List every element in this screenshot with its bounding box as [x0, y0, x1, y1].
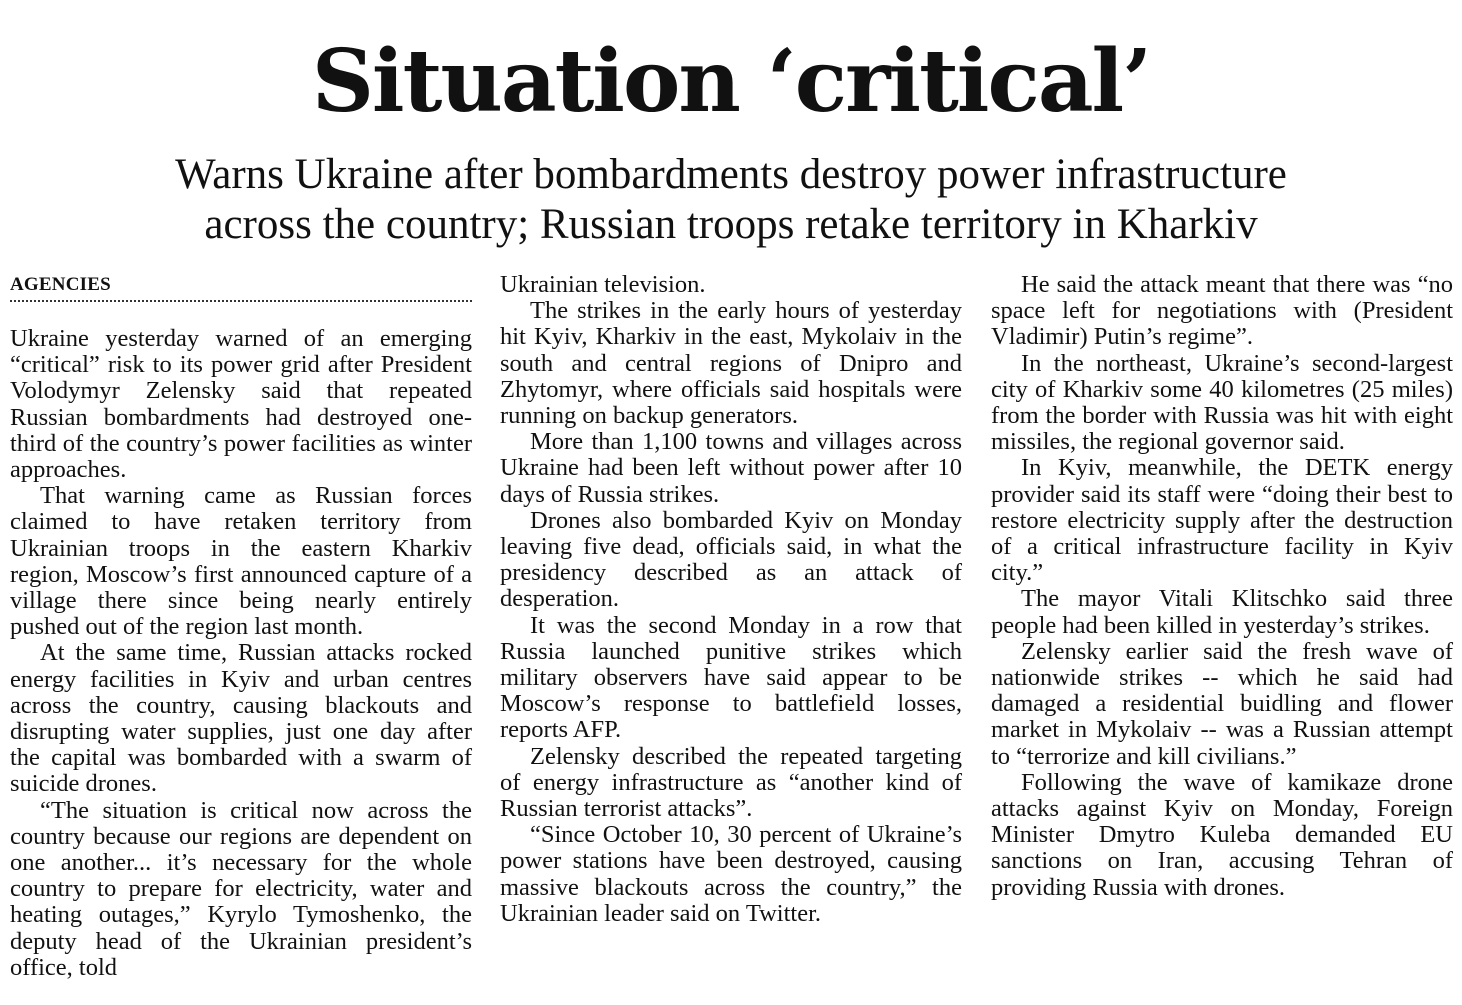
paragraph: Ukraine yesterday warned of an emerging “critical” risk to its power grid after President Volodymyr Zelensky said that repeated Russian bombardments had destroyed one-third of the country’s power facilities as winter approaches. [10, 325, 472, 484]
paragraph: The strikes in the early hours of yesterday hit Kyiv, Kharkiv in the east, Mykolaiv in the south and central regions of Dnipro and Zhytomyr, where officials said hospitals were running on backup generators. [500, 297, 962, 430]
article-column-1 [10, 272, 472, 981]
paragraph: He said the attack meant that there was “no space left for negotiations with (President Vladimir) Putin’s regime”. [991, 271, 1453, 351]
subheadline [60, 150, 1402, 250]
paragraph: More than 1,100 towns and villages across Ukraine had been left without power after 10 days of Russia strikes. [500, 428, 962, 508]
paragraph: It was the second Monday in a row that Russia launched punitive strikes which military observers have said appear to be Moscow’s response to battlefield losses, reports AFP. [500, 611, 962, 744]
article-column-2 [500, 272, 962, 927]
article-column-3 [991, 272, 1453, 901]
paragraph: Zelensky described the repeated targeting of energy infrastructure as “another kind of Russian terrorist attacks”. [500, 742, 962, 823]
paragraph: Following the wave of kamikaze drone attacks against Kyiv on Monday, Foreign Minister Dmytro Kuleba demanded EU sanctions on Iran, accusing Tehran of providing Russia with drones. [991, 768, 1453, 901]
byline: AGENCIES [10, 272, 472, 302]
paragraph: Ukrainian television. [500, 271, 706, 298]
paragraph: “Since October 10, 30 percent of Ukraine’s power stations have been destroyed, causing massive blackouts across the country,” the Ukrainian leader said on Twitter. [500, 821, 962, 927]
paragraph: At the same time, Russian attacks rocked energy facilities in Kyiv and urban centres across the country, causing blackouts and disrupting water supplies, just one day after the capital was bombarded with a swarm of suicide drones. [10, 639, 472, 798]
paragraph: Zelensky earlier said the fresh wave of nationwide strikes -- which he said had damaged a residential buidling and flower market in Mykolaiv -- was a Russian attempt to “terrorize and kill civilians.” [991, 637, 1453, 770]
headline: Situation ‘critical’ [311, 31, 1151, 132]
subheadline-line-1: Warns Ukraine after bombardments destroy power infrastructure [175, 151, 1287, 198]
subheadline-line-2: across the country; Russian troops retake territory in Kharkiv [204, 201, 1258, 248]
paragraph: In the northeast, Ukraine’s second-largest city of Kharkiv some 40 kilometres (25 miles) from the border with Russia was hit with eight missiles, the regional governor said. [991, 349, 1453, 456]
paragraph: In Kyiv, meanwhile, the DETK energy provider said its staff were “doing their best to restore electricity supply after the destruction of a critical infrastructure facility in Kyiv city.” [991, 454, 1453, 587]
paragraph: The mayor Vitali Klitschko said three people had been killed in yesterday’s strikes. [991, 585, 1453, 639]
paragraph: “The situation is critical now across the country because our regions are dependent on one another... it’s necessary for the whole country to prepare for electricity, water and heating outages,” Kyrylo Tymoshenko, the deputy head of the Ukrainian president’s office, told [10, 796, 472, 981]
paragraph: That warning came as Russian forces claimed to have retaken territory from Ukrainian troops in the eastern Kharkiv region, Moscow’s first announced capture of a village there since being nearly entirely pushed out of the region last month. [10, 482, 472, 641]
paragraph: Drones also bombarded Kyiv on Monday leaving five dead, officials said, in what the presidency described as an attack of desperation. [500, 506, 962, 613]
